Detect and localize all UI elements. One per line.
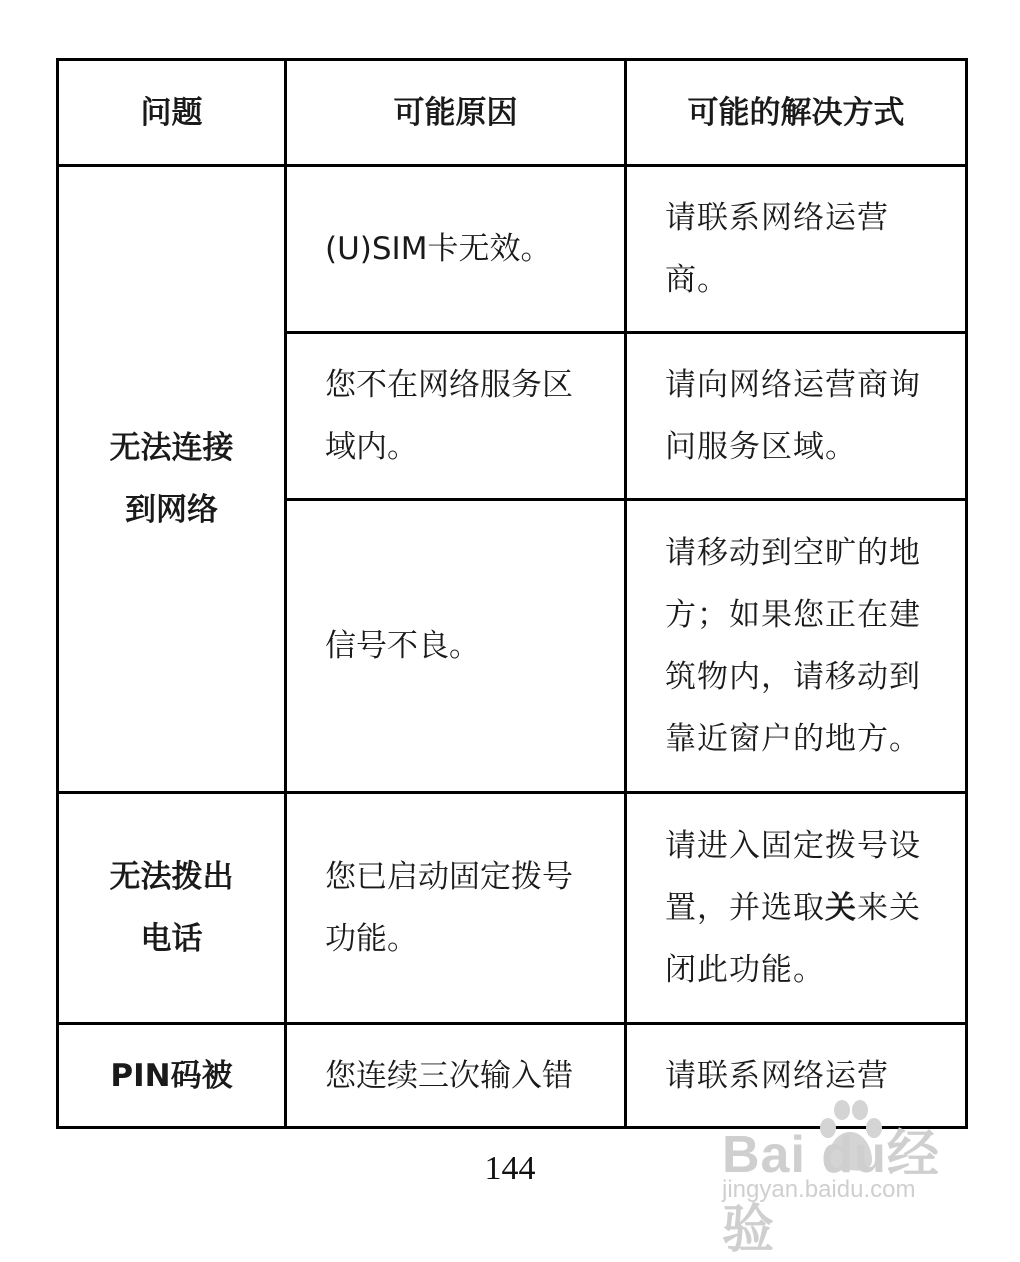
solution-cell [626,793,967,1024]
table-row [58,793,967,1024]
cause-line: 您已启动固定拨号 [325,859,573,895]
solution-line: 请移动到空旷的地 [665,535,921,571]
header-cause: 可能原因 [286,60,626,166]
solution-line [665,877,939,939]
problem-cell-call [58,793,286,1024]
header-solution: 可能的解决方式 [626,60,967,166]
problem-cell-network [58,166,286,793]
table-row [58,166,967,333]
cause-line: 您连续三次输入错 [325,1057,573,1094]
watermark-logo-text: Bai du经验 [722,1126,940,1259]
problem-line: PIN码被 [110,1057,233,1094]
cause-cell [286,1024,626,1128]
watermark-url: jingyan.baidu.com [722,1176,916,1203]
cause-line: 功能。 [325,921,418,957]
solution-line: 闭此功能。 [665,952,825,988]
problem-cell-pin [58,1024,286,1128]
troubleshooting-table [56,58,968,1129]
table-header-row [58,60,967,166]
solution-cell [626,500,967,793]
solution-line: 方；如果您正在建 [665,597,921,633]
solution-line: 请联系网络运营 [665,200,889,236]
solution-line: 请进入固定拨号设 [665,828,921,864]
cause-cell [286,793,626,1024]
off-keyword: 关 [825,890,857,926]
solution-text: 来关 [857,890,921,926]
cause-cell [286,166,626,333]
solution-line: 请向网络运营商询 [665,367,921,403]
page-number: 144 [484,1150,536,1187]
cause-line: 您不在网络服务区 [325,367,573,403]
solution-line: 请联系网络运营 [665,1057,889,1094]
cause-cell [286,500,626,793]
problem-line: 电话 [140,921,203,957]
cause-line: (U)SIM卡无效。 [325,231,552,267]
problem-line: 无法连接 [109,430,234,466]
solution-line: 商。 [665,262,729,298]
cause-cell [286,333,626,500]
solution-line: 筑物内，请移动到 [665,659,921,695]
cause-line: 域内。 [325,429,418,465]
solution-cell [626,333,967,500]
solution-line: 问服务区域。 [665,429,857,465]
problem-line: 到网络 [125,492,218,528]
problem-line: 无法拨出 [109,859,234,895]
solution-text: 置，并选取 [665,890,825,926]
baidu-watermark [722,1098,972,1259]
solution-cell [626,166,967,333]
header-problem: 问题 [58,60,286,166]
cause-line: 信号不良。 [325,628,480,664]
solution-line: 靠近窗户的地方。 [665,721,921,757]
